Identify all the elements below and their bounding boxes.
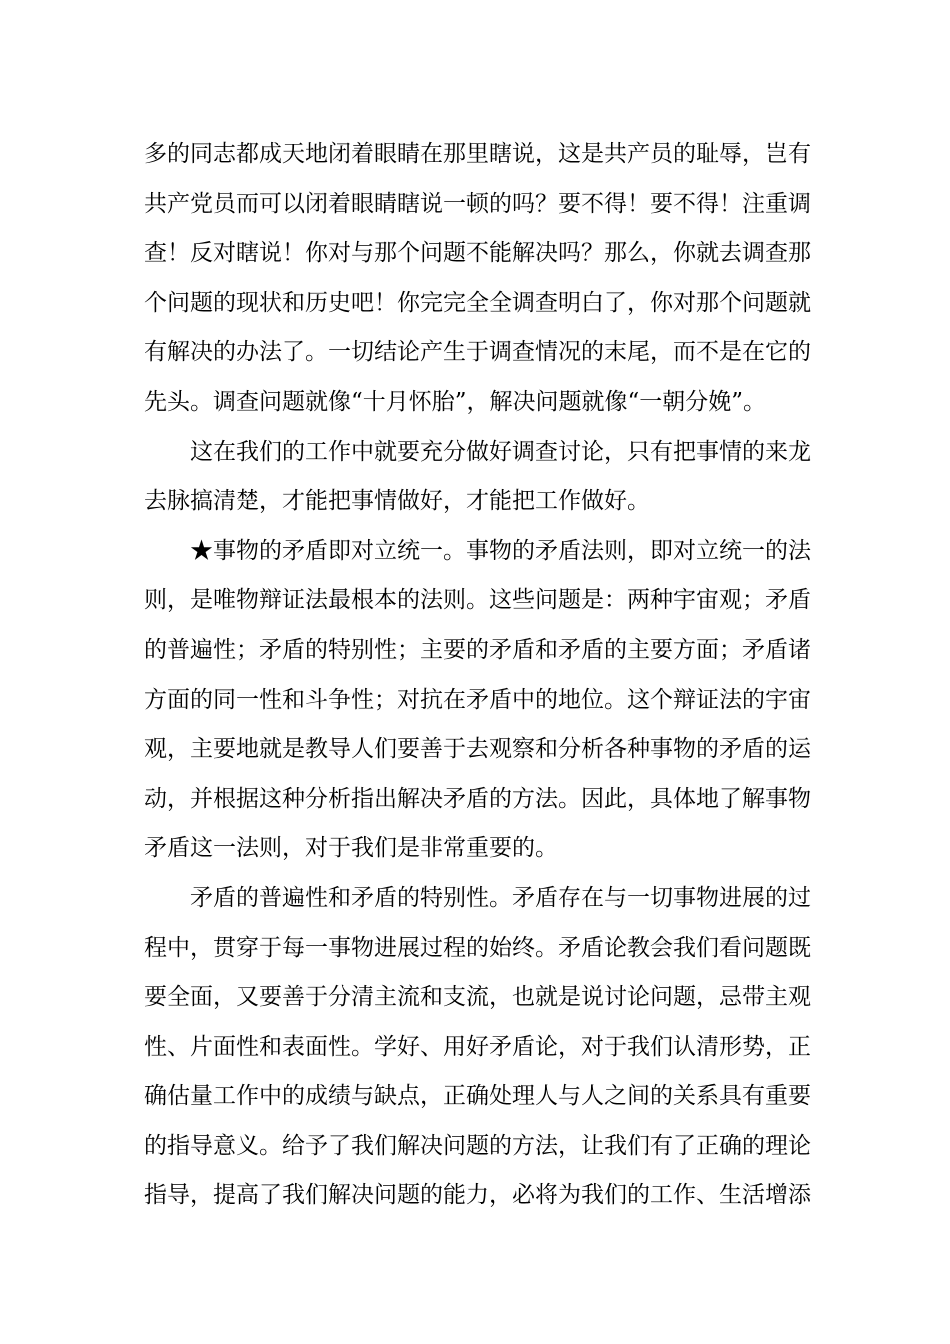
text-line: 矛盾的普遍性和矛盾的特别性。矛盾存在与一切事物进展的过 [190,884,811,911]
text-line: 方面的同一性和斗争性；对抗在矛盾中的地位。这个辩证法的宇宙 [144,686,811,713]
text-line: 则，是唯物辩证法最根本的法则。这些问题是：两种宇宙观；矛盾 [144,587,811,614]
document-body [144,130,811,1221]
text-line: 动，并根据这种分析指出解决矛盾的方法。因此，具体地了解事物 [144,785,811,812]
text-line: 共产党员而可以闭着眼睛瞎说一顿的吗？要不得！要不得！注重调 [144,190,811,217]
text-line: 有解决的办法了。一切结论产生于调查情况的末尾，而不是在它的 [144,339,811,366]
text-line: 矛盾这一法则，对于我们是非常重要的。 [144,835,558,862]
text-line: 个问题的现状和历史吧！你完完全全调查明白了，你对那个问题就 [144,289,811,316]
text-line: 要全面，又要善于分清主流和支流，也就是说讨论问题，忌带主观 [144,984,811,1011]
text-line: 多的同志都成天地闭着眼睛在那里瞎说，这是共产员的耻辱，岂有 [144,141,811,167]
paragraph-1 [144,130,811,428]
text-line: 先头。调查问题就像“十月怀胎”，解决问题就像“一朝分娩”。 [144,388,767,415]
text-line: ★事物的矛盾即对立统一。事物的矛盾法则，即对立统一的法 [190,537,811,564]
text-line: 指导，提高了我们解决问题的能力，必将为我们的工作、生活增添 [144,1182,811,1209]
text-line: 程中，贯穿于每一事物进展过程的始终。矛盾论教会我们看问题既 [144,934,811,961]
paragraph-4 [144,874,811,1221]
text-line: 确估量工作中的成绩与缺点，正确处理人与人之间的关系具有重要 [144,1083,811,1110]
paragraph-3 [144,527,811,874]
text-line: 查！反对瞎说！你对与那个问题不能解决吗？那么，你就去调查那 [144,240,811,267]
text-line: 性、片面性和表面性。学好、用好矛盾论，对于我们认清形势，正 [144,1033,811,1060]
text-line: 去脉搞清楚，才能把事情做好，才能把工作做好。 [144,488,650,515]
text-line: 观，主要地就是教导人们要善于去观察和分析各种事物的矛盾的运 [144,736,811,763]
paragraph-2 [144,428,811,527]
text-line: 这在我们的工作中就要充分做好调查讨论，只有把事情的来龙 [190,438,811,465]
text-line: 的指导意义。给予了我们解决问题的方法，让我们有了正确的理论 [144,1132,811,1159]
text-line: 的普遍性；矛盾的特别性；主要的矛盾和矛盾的主要方面；矛盾诸 [144,636,811,663]
